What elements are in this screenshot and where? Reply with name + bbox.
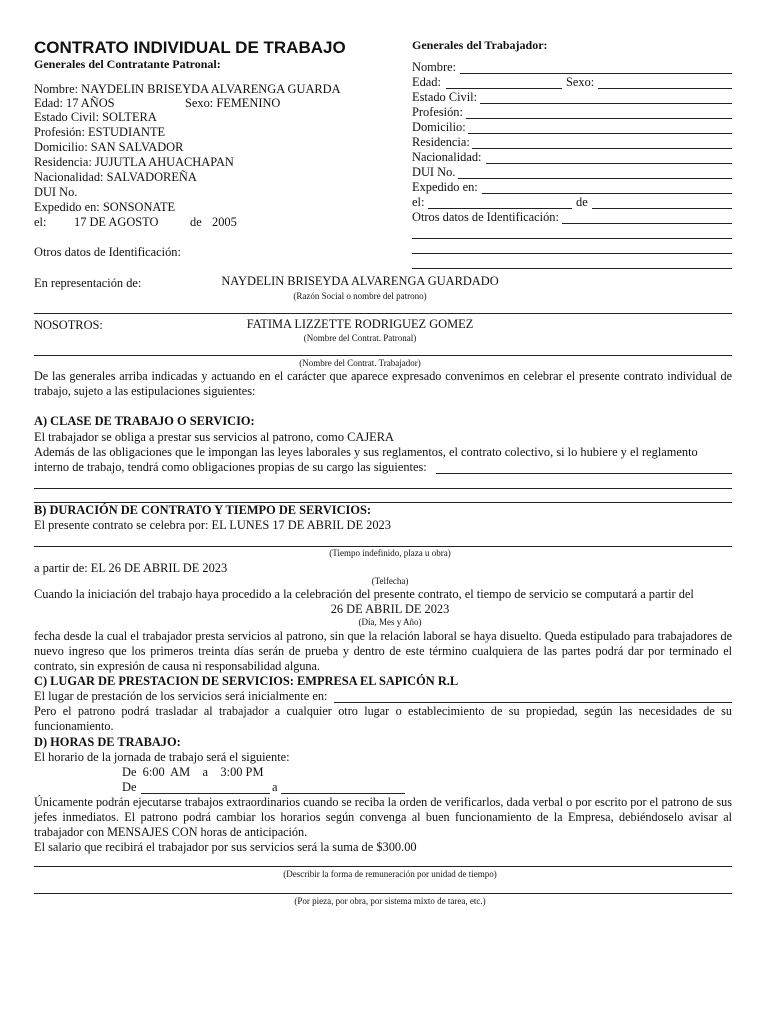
section-b-line1: El presente contrato se celebra por: EL LUNES 17 DE ABRIL DE 2023 [34,518,391,532]
section-d-heading: D) HORAS DE TRABAJO: [34,735,181,749]
section-b-date: 26 DE ABRIL DE 2023 [330,602,450,616]
worker-other-id-label: Otros datos de Identificación: [412,210,559,224]
divider-line [34,313,732,314]
section-d-de2: De [122,780,137,794]
worker-name-label: Nombre: [412,60,457,74]
section-c-place-line[interactable] [334,702,732,703]
employer-issue-date: 17 DE AGOSTO [74,215,159,229]
section-b-heading: B) DURACIÓN DE CONTRATO Y TIEMPO DE SERVICIOS: [34,503,372,517]
section-a-line3: interno de trabajo, tendrá como obligaciones propias de su cargo las siguientes: [34,460,427,474]
worker-nationality-line[interactable] [486,163,732,164]
employer-other-id: Otros datos de Identificación: [34,245,181,259]
nosotros-label: NOSOTROS: [34,318,103,332]
employer-issue-year: 2005 [212,215,237,229]
employer-name: Nombre: NAYDELIN BRISEYDA ALVARENGA GUARDA [34,82,341,96]
employer-issued-in: Expedido en: SONSONATE [34,200,176,214]
section-d-schedule: De 6:00 AM a 3:00 PM [122,765,264,779]
worker-other-id-line[interactable] [562,223,732,224]
employer-nationality: Nacionalidad: SALVADOREÑA [34,170,197,184]
nosotros-name: FATIMA LIZZETTE RODRIGUEZ GOMEZ [246,317,474,331]
worker-residence-label: Residencia: [412,135,470,149]
section-d-line1: El horario de la jornada de trabajo será el siguiente: [34,750,290,764]
document-title: CONTRATO INDIVIDUAL DE TRABAJO [34,38,346,57]
employer-dui: DUI No. [34,185,78,199]
section-a-extra-line-1[interactable] [34,488,732,489]
employer-profession: Profesión: ESTUDIANTE [34,125,166,139]
worker-name-blank-line[interactable] [34,355,732,356]
worker-residence-line[interactable] [472,148,732,149]
section-a-line1: El trabajador se obliga a prestar sus servicios al patrono, como CAJERA [34,430,394,444]
worker-de-line[interactable] [592,208,732,209]
section-b-duration-line[interactable] [34,546,732,547]
worker-profession-line[interactable] [466,118,732,119]
section-b-line2: a partir de: EL 26 DE ABRIL DE 2023 [34,561,228,575]
worker-civil-line[interactable] [480,103,732,104]
section-d-paragraph: Únicamente podrán ejecutarse trabajos extraordinarios cuando se reciba la orden de verificarlos, dada verbal o por escrito por el patrono de sus jefes inmediatos. El patrono podrá cambiar los horarios según convenga al buen funcionamiento de la Empresa, debiéndoselo avisar al trabajador con MENSAJES CON horas de anticipación. [34,795,732,840]
section-b-caption1: (Tiempo indefinido, plaza u obra) [329,548,451,558]
representation-label: En representación de: [34,276,142,290]
employer-address: Domicilio: SAN SALVADOR [34,140,184,154]
section-d-a2: a [272,780,278,794]
section-b-paragraph: fecha desde la cual el trabajador presta servicios al patrono, sin que la relación laboral se haya disuelto. Queda estipulado para trabajadores de nuevo ingreso que los primeros treinta días serán de prueba y dentro de este término cualquiera de las partes podrá dar por terminado el contrato, sin expresión de causa ni responsabilidad alguna. [34,629,732,674]
section-d-caption1: (Describir la forma de remuneración por unidad de tiempo) [283,869,497,879]
section-a-duties-line[interactable] [436,473,732,474]
worker-sex-label: Sexo: [566,75,595,89]
employer-de-label: de [190,215,202,229]
worker-dui-label: DUI No. [412,165,456,179]
worker-issued-line[interactable] [482,193,732,194]
representation-name: NAYDELIN BRISEYDA ALVARENGA GUARDADO [221,274,499,288]
section-b-line3: Cuando la iniciación del trabajo haya procedido a la celebración del presente contrato, el tiempo de servicio se computará a partir del [34,587,694,601]
worker-name-caption: (Nombre del Contrat. Trabajador) [299,358,421,368]
worker-de-label: de [576,195,588,209]
worker-age-label: Edad: [412,75,441,89]
worker-age-line[interactable] [446,88,562,89]
section-d-caption2: (Por pieza, por obra, por sistema mixto de tarea, etc.) [294,896,486,906]
representation-caption: (Razón Social o nombre del patrono) [293,291,427,301]
worker-name-line[interactable] [460,73,732,74]
section-d-salary: El salario que recibirá el trabajador por sus servicios será la suma de $300.00 [34,840,417,854]
section-b-caption3: (Día, Mes y Año) [358,617,422,627]
worker-el-line[interactable] [428,208,572,209]
worker-address-line[interactable] [468,133,732,134]
worker-issued-label: Expedido en: [412,180,478,194]
worker-address-label: Domicilio: [412,120,466,134]
employer-civil-status: Estado Civil: SOLTERA [34,110,157,124]
section-b-caption2: (Telfecha) [371,576,409,586]
employer-age: Edad: 17 AÑOS [34,96,115,110]
worker-heading: Generales del Trabajador: [412,38,548,52]
section-d-salary-line[interactable] [34,866,732,867]
worker-nationality-label: Nacionalidad: [412,150,482,164]
employer-el-label: el: [34,215,47,229]
section-c-line1: El lugar de prestación de los servicios será inicialmente en: [34,689,328,703]
nosotros-caption: (Nombre del Contrat. Patronal) [303,333,417,343]
employer-residence: Residencia: JUJUTLA AHUACHAPAN [34,155,234,169]
section-d-to-line[interactable] [281,793,405,794]
worker-extra-line-3[interactable] [412,268,732,269]
worker-extra-line-1[interactable] [412,238,732,239]
intro-paragraph: De las generales arriba indicadas y actuando en el carácter que aparece expresado convenimos en celebrar el presente contrato individual de trabajo, sujeto a las estipulaciones siguientes: [34,369,732,399]
worker-civil-label: Estado Civil: [412,90,478,104]
section-c-heading: C) LUGAR DE PRESTACION DE SERVICIOS: EMPRESA EL SAPICÓN R.L [34,674,459,688]
employer-heading: Generales del Contratante Patronal: [34,57,221,71]
section-d-method-line[interactable] [34,893,732,894]
section-d-from-line[interactable] [141,793,270,794]
section-a-line2: Además de las obligaciones que le impongan las leyes laborales y sus reglamentos, el contrato colectivo, si lo hubiere y el reglamento [34,445,698,459]
worker-profession-label: Profesión: [412,105,463,119]
employer-sex: Sexo: FEMENINO [185,96,281,110]
worker-el-label: el: [412,195,425,209]
worker-dui-line[interactable] [458,178,732,179]
worker-sex-line[interactable] [598,88,732,89]
section-c-paragraph: Pero el patrono podrá trasladar al trabajador a cualquier otro lugar o establecimiento de su propiedad, según las necesidades de su funcionamiento. [34,704,732,734]
worker-extra-line-2[interactable] [412,253,732,254]
section-a-heading: A) CLASE DE TRABAJO O SERVICIO: [34,414,255,428]
